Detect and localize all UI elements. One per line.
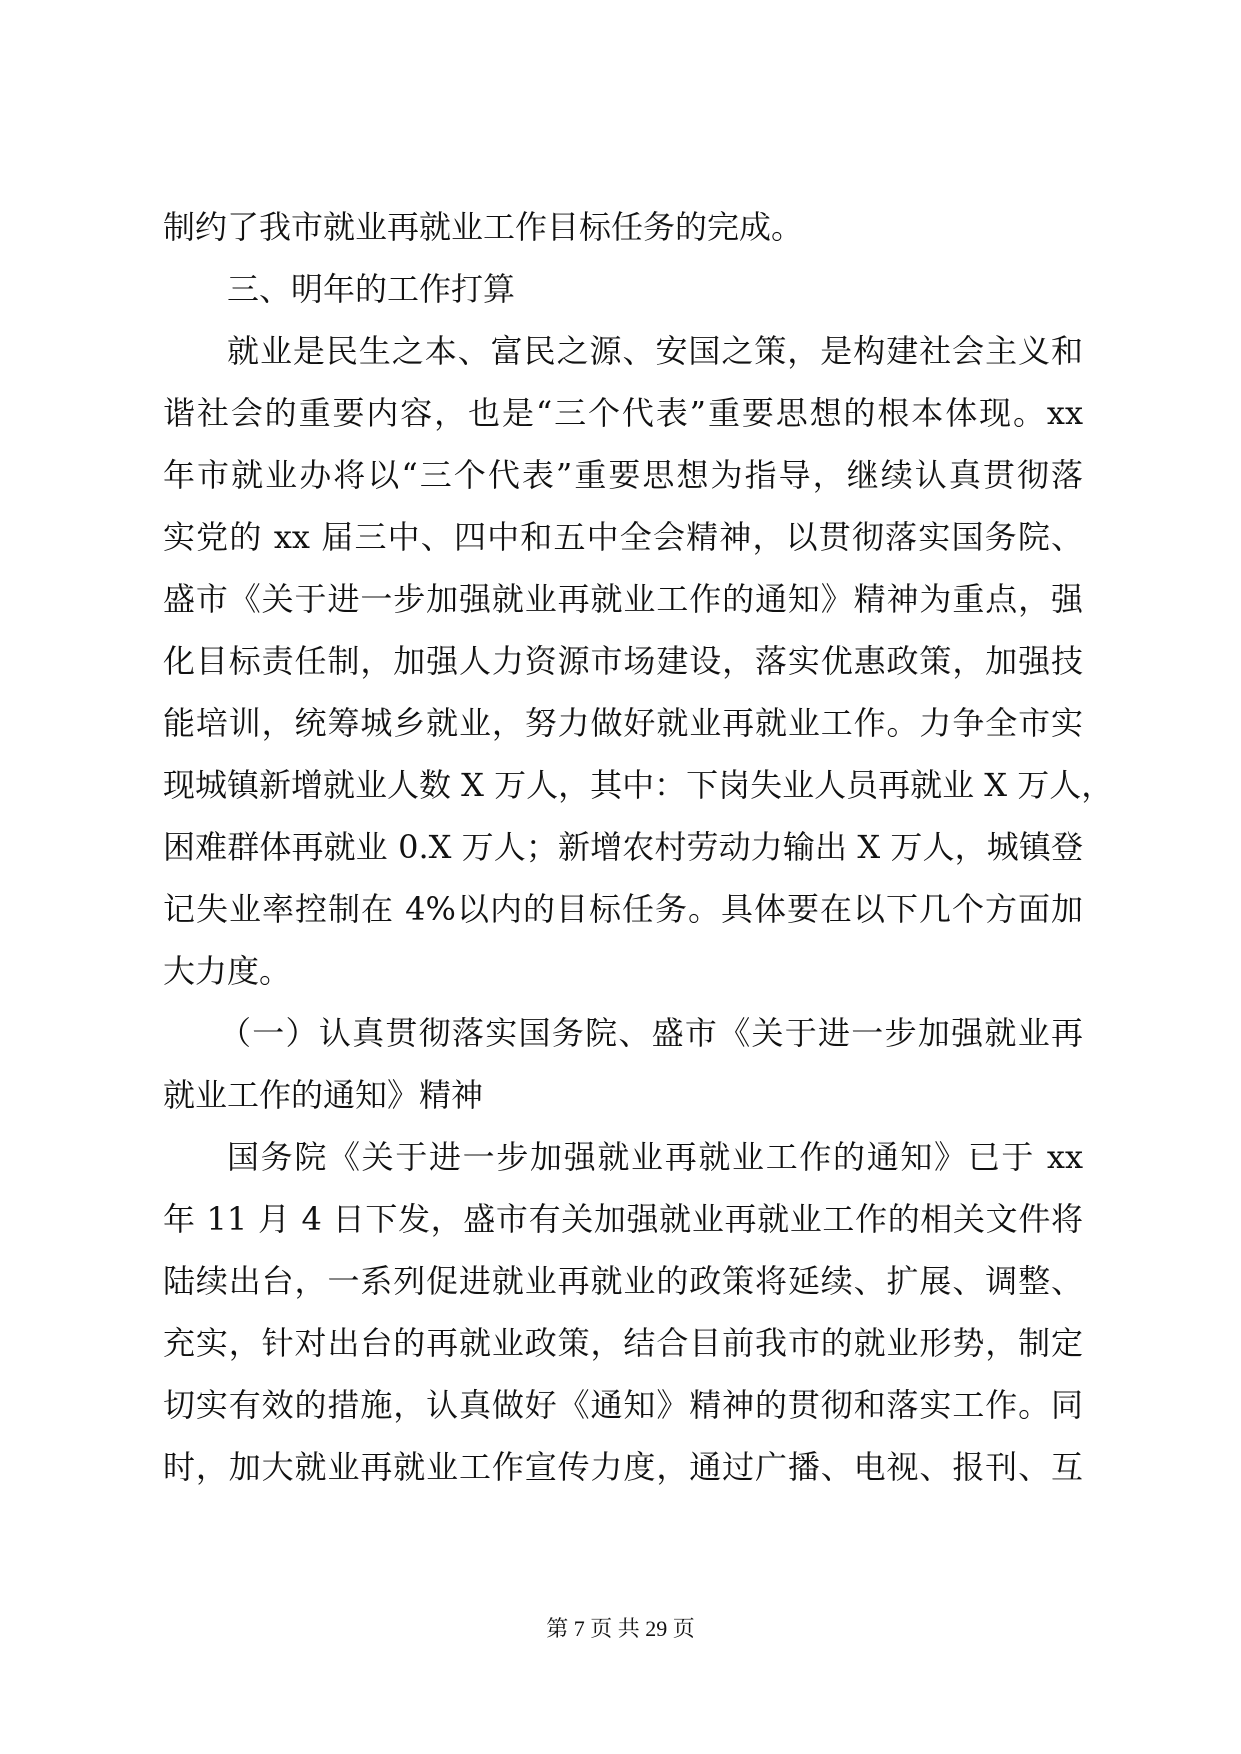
text-line: 切实有效的措施，认真做好《通知》精神的贯彻和落实工作。同 — [163, 1386, 1083, 1424]
page-number: 第 7 页 共 29 页 — [546, 1616, 695, 1641]
text-line: 陆续出台，一系列促进就业再就业的政策将延续、扩展、调整、 — [163, 1262, 1083, 1300]
text-line: 化目标责任制，加强人力资源市场建设，落实优惠政策，加强技 — [163, 642, 1083, 680]
text-line: 年 11 月 4 日下发，盛市有关加强就业再就业工作的相关文件将 — [163, 1200, 1083, 1238]
text-line: 记失业率控制在 4%以内的目标任务。具体要在以下几个方面加 — [163, 890, 1083, 928]
text-line: 盛市《关于进一步加强就业再就业工作的通知》精神为重点，强 — [163, 580, 1083, 618]
text-line: 大力度。 — [163, 952, 292, 990]
text-line: 能培训，统筹城乡就业，努力做好就业再就业工作。力争全市实 — [163, 704, 1083, 742]
text-line: 年市就业办将以“三个代表”重要思想为指导，继续认真贯彻落 — [163, 456, 1083, 494]
text-line: 国务院《关于进一步加强就业再就业工作的通知》已于 xx — [227, 1138, 1083, 1176]
text-line: 现城镇新增就业人数 X 万人，其中：下岗失业人员再就业 X 万人， — [163, 766, 1114, 804]
text-line: 困难群体再就业 0.X 万人；新增农村劳动力输出 X 万人，城镇登 — [163, 828, 1083, 866]
text-line: 时，加大就业再就业工作宣传力度，通过广播、电视、报刊、互 — [163, 1448, 1083, 1486]
text-line: 充实，针对出台的再就业政策，结合目前我市的就业形势，制定 — [163, 1324, 1083, 1362]
text-line: 制约了我市就业再就业工作目标任务的完成。 — [163, 208, 804, 246]
subsection-heading-cont: 就业工作的通知》精神 — [163, 1076, 484, 1114]
text-line: 谐社会的重要内容，也是“三个代表”重要思想的根本体现。xx — [163, 394, 1083, 432]
text-line: 实党的 xx 届三中、四中和五中全会精神，以贯彻落实国务院、 — [163, 518, 1083, 556]
subsection-heading: （一）认真贯彻落实国务院、盛市《关于进一步加强就业再 — [219, 1014, 1083, 1052]
body-text — [163, 196, 1114, 1498]
text-line: 就业是民生之本、富民之源、安国之策，是构建社会主义和 — [227, 332, 1083, 370]
section-heading: 三、明年的工作打算 — [227, 270, 516, 308]
